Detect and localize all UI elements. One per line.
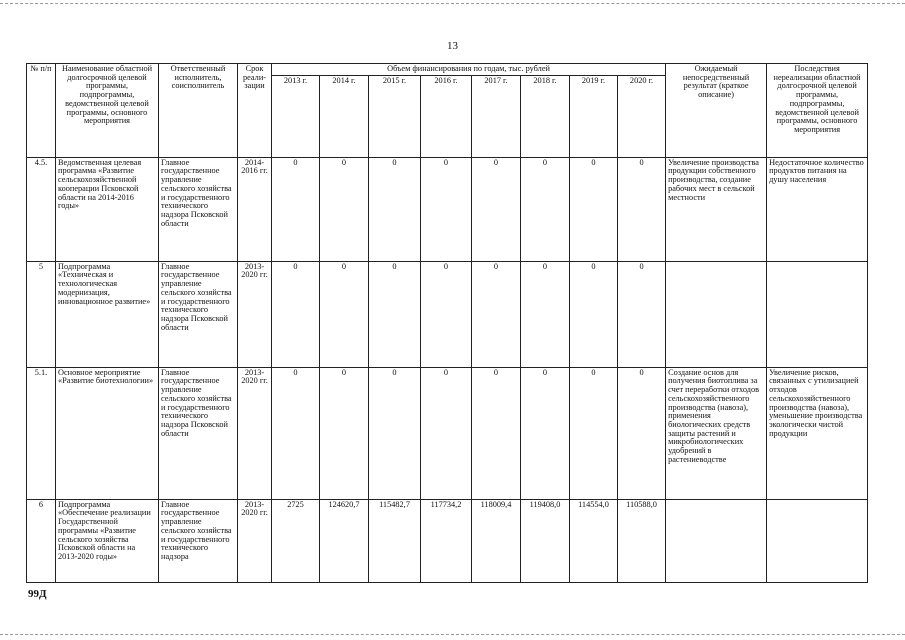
scan-edge-bottom	[0, 634, 905, 635]
row-value: 0	[618, 157, 666, 261]
row-executor: Главное государственное управление сельского хозяйства и государственного технического надзора Псковской области	[159, 261, 238, 367]
row-value: 110588,0	[618, 499, 666, 582]
table-row	[27, 499, 868, 582]
row-value: 114554,0	[570, 499, 618, 582]
header-consequences: Последствия нереализации областной долгосрочной целевой программы, подпрограммы, ведомственной целевой программы, основного мероприятия	[767, 64, 868, 158]
row-value: 0	[570, 261, 618, 367]
row-value: 0	[320, 157, 369, 261]
row-value: 0	[272, 367, 320, 499]
row-number: 5.1.	[27, 367, 56, 499]
row-value: 0	[472, 367, 521, 499]
header-year: 2017 г.	[472, 75, 521, 157]
row-consequences: Недостаточное количество продуктов питания на душу населения	[767, 157, 868, 261]
row-name: Ведомственная целевая программа «Развитие сельскохозяйственной кооперации Псковской области на 2014-2016 годы»	[56, 157, 159, 261]
row-number: 6	[27, 499, 56, 582]
row-value: 0	[369, 157, 421, 261]
header-executor: Ответственный исполнитель, соисполнитель	[159, 64, 238, 158]
row-value: 0	[369, 261, 421, 367]
header-name: Наименование областной долгосрочной целевой программы, подпрограммы, ведомственной целевой программы, основного мероприятия	[56, 64, 159, 158]
row-value: 0	[472, 157, 521, 261]
row-result	[666, 261, 767, 367]
row-term: 2013-2020 гг.	[238, 367, 272, 499]
row-value: 0	[521, 367, 570, 499]
header-year: 2018 г.	[521, 75, 570, 157]
row-value: 115482,7	[369, 499, 421, 582]
row-value: 119408,0	[521, 499, 570, 582]
row-value: 0	[421, 261, 472, 367]
row-name: Основное мероприятие «Развитие биотехнологии»	[56, 367, 159, 499]
row-value: 0	[570, 157, 618, 261]
header-year: 2020 г.	[618, 75, 666, 157]
row-value: 0	[618, 261, 666, 367]
row-value: 117734,2	[421, 499, 472, 582]
footer-code: 99Д	[28, 588, 47, 600]
row-value: 0	[320, 367, 369, 499]
row-executor: Главное государственное управление сельского хозяйства и государственного технического надзора	[159, 499, 238, 582]
header-year: 2015 г.	[369, 75, 421, 157]
row-value: 0	[369, 367, 421, 499]
row-executor: Главное государственное управление сельского хозяйства и государственного технического надзора Псковской области	[159, 367, 238, 499]
header-funding: Объем финансирования по годам, тыс. рублей	[272, 64, 666, 76]
row-value: 0	[618, 367, 666, 499]
row-value: 0	[272, 261, 320, 367]
row-name: Подпрограмма «Обеспечение реализации Государственной программы «Развитие сельского хозяйства Псковской области на 2013-2020 годы»	[56, 499, 159, 582]
row-consequences: Увеличение рисков, связанных с утилизацией отходов сельскохозяйственного производства (навоза), уменьшение производства экологически чистой продукции	[767, 367, 868, 499]
header-year: 2016 г.	[421, 75, 472, 157]
row-value: 0	[421, 367, 472, 499]
page-number: 13	[447, 40, 458, 52]
row-value: 118009,4	[472, 499, 521, 582]
row-value: 2725	[272, 499, 320, 582]
row-value: 124620,7	[320, 499, 369, 582]
header-year: 2014 г.	[320, 75, 369, 157]
row-result: Создание основ для получения биотоплива за счет переработки отходов сельскохозяйственного производства (навоза), применения биологических средств защиты растений и микробиологических удобрений в растениеводстве	[666, 367, 767, 499]
row-value: 0	[521, 261, 570, 367]
row-value: 0	[272, 157, 320, 261]
row-name: Подпрограмма «Техническая и технологическая модернизация, инновационное развитие»	[56, 261, 159, 367]
row-term: 2014-2016 гг.	[238, 157, 272, 261]
row-executor: Главное государственное управление сельского хозяйства и государственного технического надзора Псковской области	[159, 157, 238, 261]
row-value: 0	[472, 261, 521, 367]
table-row	[27, 261, 868, 367]
row-number: 5	[27, 261, 56, 367]
row-value: 0	[421, 157, 472, 261]
row-value: 0	[320, 261, 369, 367]
row-consequences	[767, 499, 868, 582]
funding-table	[26, 63, 868, 583]
header-term: Срок реали-зации	[238, 64, 272, 158]
header-year: 2013 г.	[272, 75, 320, 157]
row-term: 2013-2020 гг.	[238, 499, 272, 582]
header-result: Ожидаемый непосредственный результат (краткое описание)	[666, 64, 767, 158]
row-value: 0	[570, 367, 618, 499]
scan-edge-top	[0, 3, 905, 4]
table-row	[27, 157, 868, 261]
header-no: № п/п	[27, 64, 56, 158]
header-year: 2019 г.	[570, 75, 618, 157]
row-result	[666, 499, 767, 582]
table-row	[27, 367, 868, 499]
row-consequences	[767, 261, 868, 367]
row-term: 2013-2020 гг.	[238, 261, 272, 367]
row-value: 0	[521, 157, 570, 261]
row-result: Увеличение производства продукции собственного производства, создание рабочих мест в сельской местности	[666, 157, 767, 261]
row-number: 4.5.	[27, 157, 56, 261]
